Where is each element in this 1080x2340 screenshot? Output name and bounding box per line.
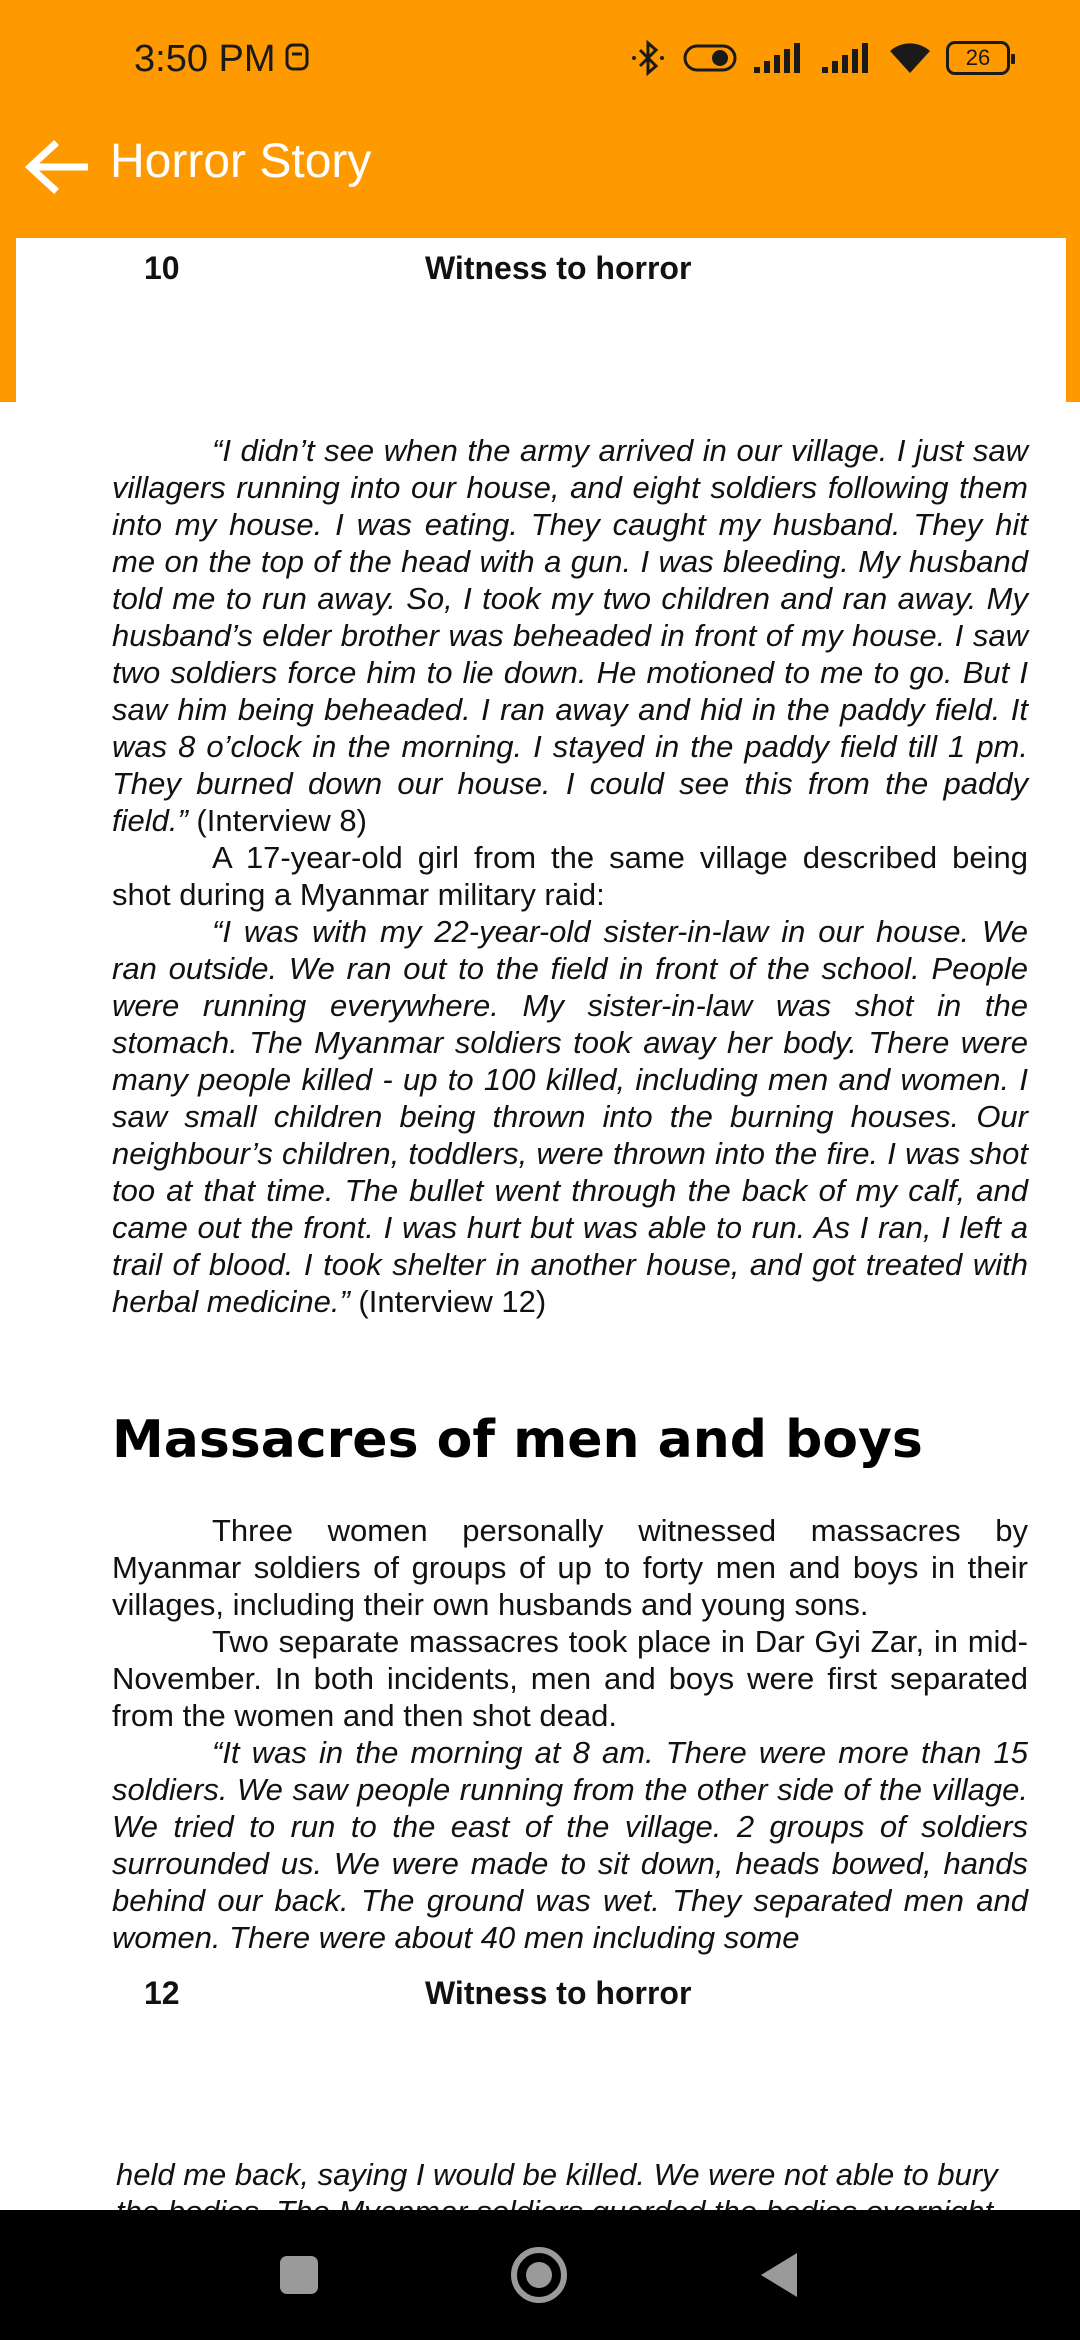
toggle-icon — [682, 41, 738, 75]
alarm-icon — [284, 42, 310, 72]
recents-button[interactable] — [264, 2240, 334, 2310]
paragraph — [112, 913, 1028, 1320]
running-title: Witness to horror — [425, 1975, 692, 2011]
page-number: 10 — [144, 250, 180, 286]
status-icons — [628, 38, 1010, 78]
paragraph — [112, 432, 1028, 839]
article-body-2 — [112, 1512, 1028, 1956]
back-button[interactable] — [744, 2240, 814, 2310]
status-time: 3:50 PM — [134, 38, 276, 80]
article-body — [112, 432, 1028, 1320]
running-title: Witness to horror — [425, 250, 692, 286]
running-head-2 — [0, 1975, 1080, 2025]
bluetooth-icon — [628, 41, 668, 75]
next-page-text: held me back, saying I would be killed. We were not able to bury — [116, 2157, 998, 2192]
home-circle-icon — [509, 2245, 569, 2305]
signal-icon-2 — [820, 41, 874, 75]
paragraph: Two separate massacres took place in Dar Gyi Zar, in mid-November. In both incidents, men and boys were first separated from the women and then shot dead. — [112, 1624, 1028, 1733]
section-heading: Massacres of men and boys — [112, 1410, 923, 1470]
wifi-icon — [888, 41, 932, 75]
running-head — [0, 250, 1080, 300]
navigation-bar — [0, 2210, 1080, 2340]
citation: (Interview 8) — [187, 803, 367, 838]
quote-text: “I didn’t see when the army arrived in our village. I just saw villagers running into our house, and eight soldiers following them into my house. I was eating. They caught my husband. They hit me on the top of the head with a gun. I was bleeding. My husband told me to run away. So, I took my two children and ran away. My husband’s elder brother was beheaded in front of my house. I saw two soldiers force him to lie down. He motioned to me to go. But I saw him being beheaded. I ran away and hid in the paddy field. It was 8 o’clock in the morning. I stayed in the paddy field till 1 pm. They burned down our house. I could see this from the paddy field.” — [112, 433, 1028, 838]
signal-icon — [752, 41, 806, 75]
app-title: Horror Story — [110, 135, 372, 188]
square-icon — [277, 2253, 321, 2297]
paragraph: A 17-year-old girl from the same village described being shot during a Myanmar military raid: — [112, 840, 1028, 912]
home-button[interactable] — [504, 2240, 574, 2310]
triangle-back-icon — [757, 2250, 801, 2300]
page-number: 12 — [144, 1975, 180, 2011]
paragraph: “It was in the morning at 8 am. There were more than 15 soldiers. We saw people running from the other side of the village. We tried to run to the east of the village. 2 groups of soldiers surrounded us. We were made to sit down, heads bowed, hands behind our back. The ground was wet. They separated men and women. There were about 40 men including some — [112, 1735, 1028, 1955]
citation: (Interview 12) — [349, 1284, 547, 1319]
battery-icon: 26 — [946, 41, 1010, 75]
paragraph: Three women personally witnessed massacres by Myanmar soldiers of groups of up to forty men and boys in their villages, including their own husbands and young sons. — [112, 1513, 1028, 1622]
back-arrow-icon[interactable] — [20, 137, 92, 197]
quote-text: “I was with my 22-year-old sister-in-law in our house. We ran outside. We ran out to the field in front of the school. People were running everywhere. My sister-in-law was shot in the stomach. The Myanmar soldiers took away her body. There were many people killed - up to 100 killed, including men and women. I saw small children being thrown into the burning houses. Our neighbour’s children, toddlers, were thrown into the fire. I was shot too at that time. The bullet went through the back of my calf, and came out the front. I was hurt but was able to run. As I ran, I left a trail of blood. I took shelter in another house, and got treated with herbal medicine.” — [112, 914, 1028, 1319]
